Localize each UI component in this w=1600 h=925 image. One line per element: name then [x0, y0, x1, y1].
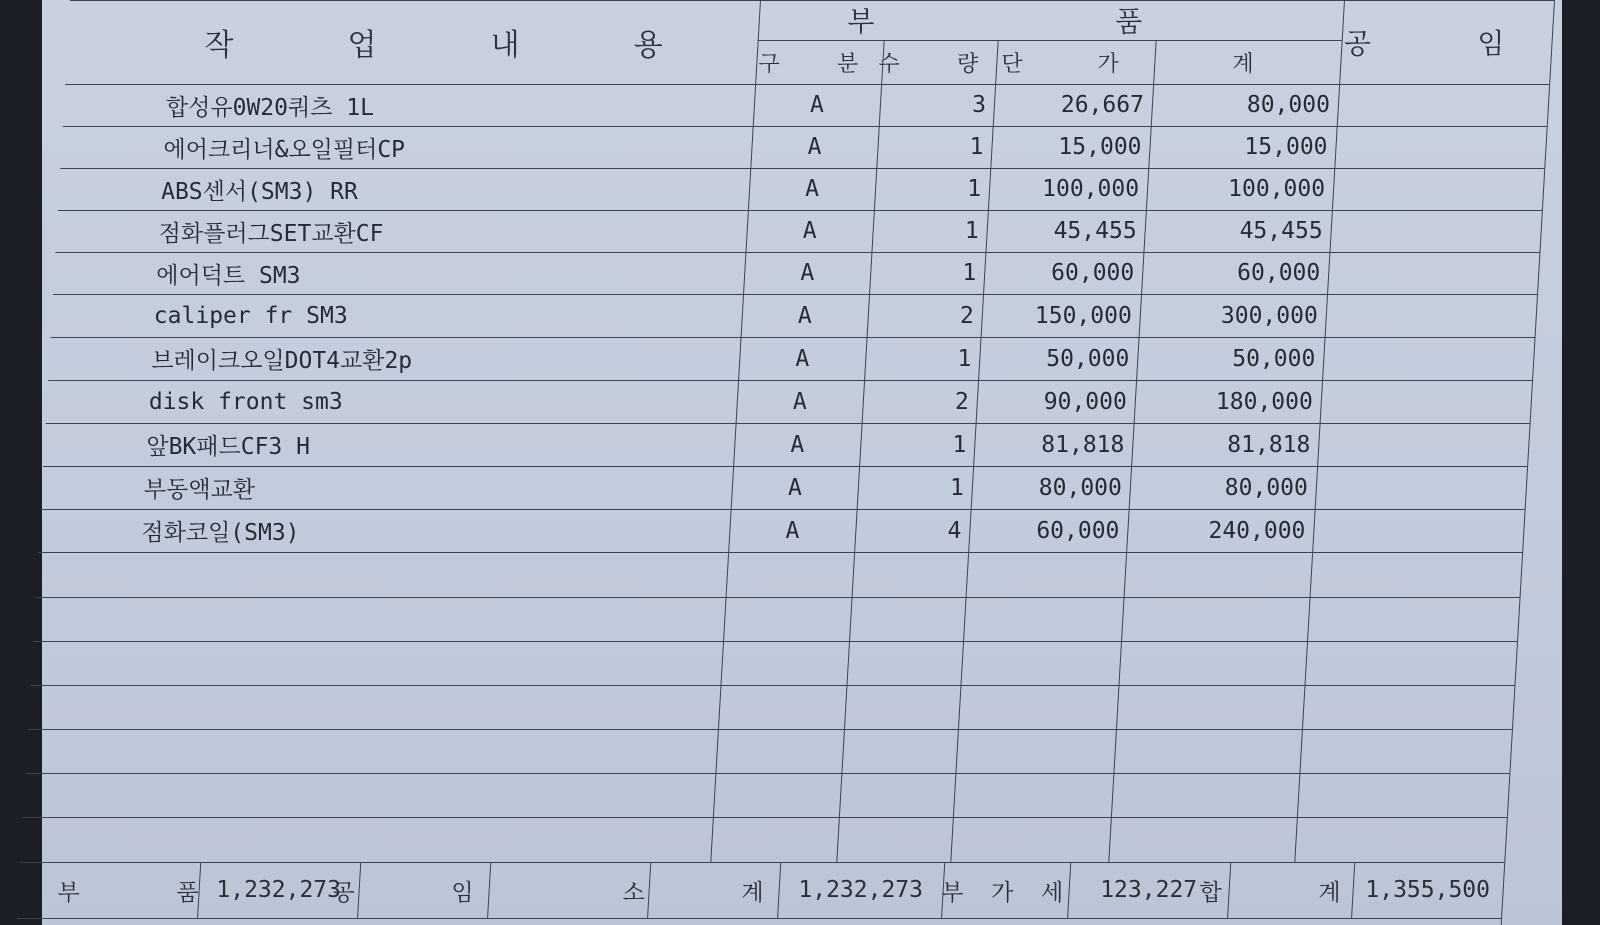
header-unit-price: 단 가	[1001, 51, 1150, 77]
item-unit-price: 26,667	[1060, 92, 1144, 118]
item-total: 50,000	[1232, 345, 1316, 372]
item-total: 45,455	[1239, 218, 1323, 244]
item-grade: A	[792, 388, 807, 415]
item-qty: 1	[957, 345, 972, 372]
invoice-table	[57, 0, 1554, 925]
item-unit-price: 80,000	[1038, 474, 1122, 501]
item-grade: A	[790, 431, 805, 458]
item-qty: 2	[959, 302, 974, 329]
footer-labor-label: 공 임	[332, 879, 515, 906]
item-description: 에어크리너&오일필터CP	[163, 136, 406, 163]
item-grade: A	[795, 345, 810, 372]
footer-subtotal-value: 1,232,273	[798, 877, 923, 903]
footer-subtotal-label: 소 계	[622, 879, 805, 906]
header-work: 작 업 내 용	[204, 28, 711, 63]
rule-footer-bottom	[17, 918, 1501, 919]
item-total: 60,000	[1237, 260, 1321, 286]
item-description: 에어덕트 SM3	[156, 262, 301, 289]
item-total: 81,818	[1227, 431, 1311, 458]
item-grade: A	[797, 302, 812, 329]
item-total: 80,000	[1246, 92, 1330, 118]
header-qty: 수 량	[878, 51, 1001, 77]
rule-row	[28, 729, 1512, 730]
footer-grand-label: 합 계	[1199, 879, 1382, 906]
item-unit-price: 50,000	[1046, 345, 1130, 372]
item-unit-price: 15,000	[1058, 134, 1142, 160]
item-unit-price: 100,000	[1042, 176, 1140, 202]
item-description: 브레이크오일DOT4교환2p	[151, 348, 413, 374]
item-grade: A	[785, 517, 800, 544]
item-unit-price: 90,000	[1043, 388, 1127, 415]
header-labor: 공 임	[1343, 27, 1550, 60]
item-total: 240,000	[1208, 517, 1306, 544]
item-qty: 3	[972, 92, 986, 118]
rule-row	[38, 552, 1522, 553]
rule-row	[23, 817, 1507, 818]
item-description: ABS센서(SM3) RR	[161, 178, 358, 205]
item-qty: 1	[952, 431, 967, 458]
item-unit-price: 81,818	[1041, 431, 1125, 458]
item-grade: A	[787, 474, 802, 501]
item-unit-price: 60,000	[1036, 517, 1120, 544]
item-description: 앞BK패드CF3 H	[146, 434, 310, 460]
item-qty: 1	[950, 474, 964, 501]
item-qty: 1	[967, 176, 982, 202]
item-total: 300,000	[1220, 302, 1318, 329]
footer-grand-value: 1,355,500	[1365, 877, 1490, 903]
invoice-paper	[42, 0, 1562, 925]
footer-parts-value: 1,232,273	[216, 877, 341, 903]
item-qty: 1	[962, 260, 977, 286]
footer-vat-value: 123,227	[1100, 877, 1198, 903]
rule-row	[30, 685, 1514, 686]
item-total: 15,000	[1244, 134, 1328, 160]
header-total: 계	[1232, 51, 1263, 77]
item-grade: A	[807, 134, 822, 160]
item-qty: 2	[954, 388, 969, 415]
item-unit-price: 45,455	[1053, 218, 1137, 244]
rule-row	[36, 597, 1520, 598]
item-description: disk front sm3	[148, 388, 343, 415]
header-parts: 부 품	[847, 5, 1255, 38]
item-description: 점화코일(SM3)	[141, 520, 300, 546]
item-unit-price: 60,000	[1051, 260, 1135, 286]
footer-vat-label: 부 가 세	[941, 879, 1071, 906]
item-description: 점화플러그SET교환CF	[158, 220, 384, 247]
item-description: 부동액교환	[143, 477, 255, 503]
item-qty: 1	[969, 134, 984, 160]
item-total: 100,000	[1228, 176, 1326, 202]
header-grade: 구 분	[758, 51, 881, 77]
item-grade: A	[805, 176, 820, 202]
rule-row	[33, 641, 1517, 642]
item-grade: A	[810, 92, 824, 118]
footer-parts-label: 부 품	[57, 879, 240, 906]
item-description: caliper fr SM3	[153, 302, 348, 329]
item-qty: 1	[964, 218, 979, 244]
col-rule	[1501, 0, 1555, 925]
item-total: 80,000	[1224, 474, 1308, 501]
item-grade: A	[802, 218, 817, 244]
item-description: 합성유0W20쿼츠 1L	[165, 94, 374, 121]
rule-row	[25, 773, 1509, 774]
item-unit-price: 150,000	[1034, 302, 1132, 329]
item-total: 180,000	[1215, 388, 1313, 415]
item-qty: 4	[947, 517, 962, 544]
item-grade: A	[800, 260, 815, 286]
